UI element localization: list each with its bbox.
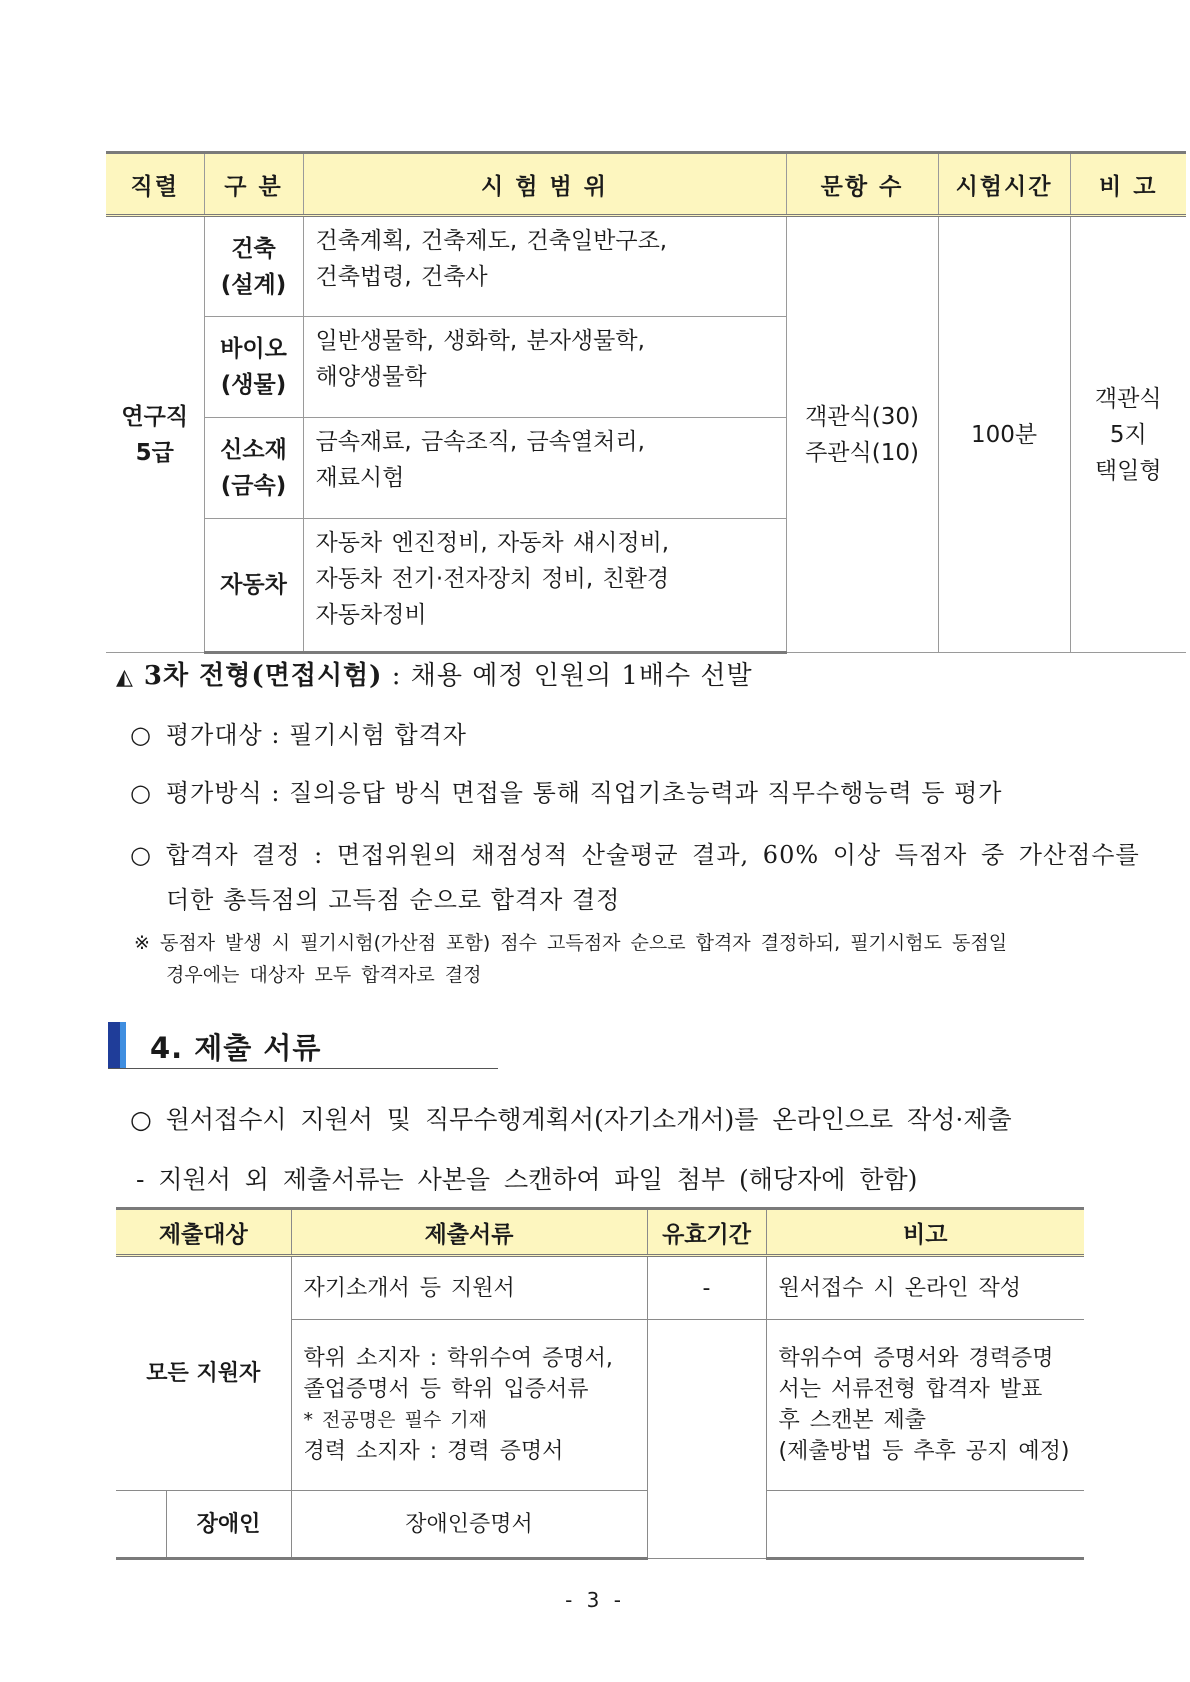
blank-cell — [116, 1491, 166, 1559]
header-duration: 시험시간 — [938, 153, 1070, 216]
category-line: 건축 — [231, 235, 276, 262]
exam-scope-table — [106, 151, 1186, 654]
category-line: 자동차 — [220, 572, 287, 598]
questions-line: 주관식(10) — [805, 439, 919, 466]
position-line: 5급 — [135, 439, 174, 466]
remarks-cell — [766, 1320, 1084, 1491]
docs-subbullet: - 지원서 외 제출서류는 사본을 스캔하여 파일 첨부 (해당자에 한함) — [136, 1165, 918, 1194]
table-row — [106, 216, 1186, 317]
section-title: 4. 제출 서류 — [150, 1031, 322, 1065]
remarks-line: 택일형 — [1094, 457, 1162, 484]
table-row — [116, 1491, 1084, 1559]
remarks-line: 학위수여 증명서와 경력증명 — [778, 1346, 1054, 1371]
header-position: 직렬 — [106, 153, 204, 216]
range-line: 자동차정비 — [315, 602, 427, 628]
bullet-text: 평가대상 : 필기시험 합격자 — [166, 721, 467, 749]
validity-cell — [647, 1320, 766, 1559]
circle-bullet-icon: ○ — [130, 841, 152, 869]
docs-bullet: ○ 원서접수시 지원서 및 직무수행계획서(자기소개서)를 온라인으로 작성·제출 — [130, 1105, 1012, 1134]
range-line: 건축계획, 건축제도, 건축일반구조, — [315, 228, 668, 254]
remarks-line: (제출방법 등 추후 공지 예정) — [778, 1439, 1070, 1464]
header-range: 시 험 범 위 — [303, 153, 786, 216]
category-line: (금속) — [220, 473, 287, 499]
stage3-bullet — [130, 773, 1002, 808]
position-line: 연구직 — [121, 403, 189, 430]
range-line: 금속재료, 금속조직, 금속열처리, — [315, 429, 645, 455]
category-cell — [204, 317, 303, 418]
range-line: 건축법령, 건축사 — [315, 264, 488, 290]
range-line: 자동차 엔진정비, 자동차 섀시정비, — [315, 530, 670, 556]
header-target: 제출대상 — [116, 1209, 291, 1256]
stage3-title-rest: : 채용 예정 인원의 1배수 선발 — [382, 661, 753, 691]
stage3-title-bold: 3차 전형(면접시험) — [143, 661, 383, 691]
circle-bullet-icon: ○ — [130, 779, 152, 807]
remarks-line: 후 스캔본 제출 — [778, 1408, 926, 1433]
stage3-note: ※ 동점자 발생 시 필기시험(가산점 포함) 점수 고득점자 순으로 합격자 결정하되, 필기시험도 동점일 — [134, 932, 1008, 954]
category-cell — [204, 418, 303, 519]
category-cell — [204, 216, 303, 317]
document-line: * 전공명은 필수 기재 — [303, 1409, 487, 1431]
document-line: 학위 소지자 : 학위수여 증명서, — [303, 1346, 613, 1371]
document-line: 경력 소지자 : 경력 증명서 — [303, 1439, 564, 1464]
stage3-title — [116, 655, 753, 692]
duration-cell: 100분 — [938, 216, 1070, 653]
header-documents: 제출서류 — [291, 1209, 647, 1256]
category-line: (생물) — [220, 372, 287, 398]
category-cell — [204, 519, 303, 653]
category-line: 바이오 — [220, 336, 287, 362]
document-cell — [291, 1320, 647, 1491]
document-cell: 장애인증명서 — [291, 1491, 647, 1559]
range-cell — [303, 317, 786, 418]
exam-table-header-row — [106, 153, 1186, 216]
remarks-cell — [766, 1491, 1084, 1559]
range-cell — [303, 216, 786, 317]
range-cell — [303, 519, 786, 653]
section-bar-accent — [120, 1022, 126, 1068]
range-line: 재료시험 — [315, 465, 405, 491]
section-bar-icon — [108, 1022, 120, 1068]
document-cell: 자기소개서 등 지원서 — [291, 1256, 647, 1320]
stage3-note-cont: 경우에는 대상자 모두 합격자로 결정 — [166, 964, 482, 986]
position-cell — [106, 216, 204, 653]
bullet-text: 합격자 결정 : 면접위원의 채점성적 산술평균 결과, 60% 이상 득점자 중 가산점수를 — [166, 841, 1140, 869]
circle-bullet-icon: ○ — [130, 721, 152, 749]
range-line: 자동차 전기·전자장치 정비, 친환경 — [315, 566, 670, 592]
questions-cell — [786, 216, 938, 653]
remarks-cell — [1070, 216, 1186, 653]
header-questions: 문항 수 — [786, 153, 938, 216]
page-number: - 3 - — [565, 1588, 625, 1612]
remarks-cell: 원서접수 시 온라인 작성 — [766, 1256, 1084, 1320]
document-line: 졸업증명서 등 학위 입증서류 — [303, 1377, 589, 1402]
category-line: (설계) — [220, 271, 287, 298]
remarks-line: 객관식 — [1094, 385, 1162, 412]
docs-header-row — [116, 1209, 1084, 1256]
remarks-line: 5지 — [1109, 421, 1147, 448]
documents-table — [116, 1207, 1084, 1560]
section-header — [108, 1022, 498, 1069]
stage3-bullet — [130, 715, 467, 750]
target-all-cell: 모든 지원자 — [116, 1256, 291, 1491]
category-line: 신소재 — [220, 437, 287, 463]
header-remarks: 비고 — [766, 1209, 1084, 1256]
header-category: 구 분 — [204, 153, 303, 216]
header-remarks: 비 고 — [1070, 153, 1186, 216]
header-validity: 유효기간 — [647, 1209, 766, 1256]
triangle-icon: ◭ — [116, 665, 134, 690]
range-cell — [303, 418, 786, 519]
range-line: 해양생물학 — [315, 364, 427, 390]
questions-line: 객관식(30) — [805, 403, 919, 430]
remarks-line: 서는 서류전형 합격자 발표 — [778, 1377, 1043, 1402]
target-disabled-cell: 장애인 — [166, 1491, 291, 1559]
table-row — [116, 1256, 1084, 1320]
validity-cell: - — [647, 1256, 766, 1320]
bullet-continuation: 더한 총득점의 고득점 순으로 합격자 결정 — [166, 886, 621, 914]
range-line: 일반생물학, 생화학, 분자생물학, — [315, 328, 645, 354]
bullet-text: 평가방식 : 질의응답 방식 면접을 통해 직업기초능력과 직무수행능력 등 평가 — [166, 779, 1003, 807]
stage3-bullet — [130, 835, 1140, 870]
